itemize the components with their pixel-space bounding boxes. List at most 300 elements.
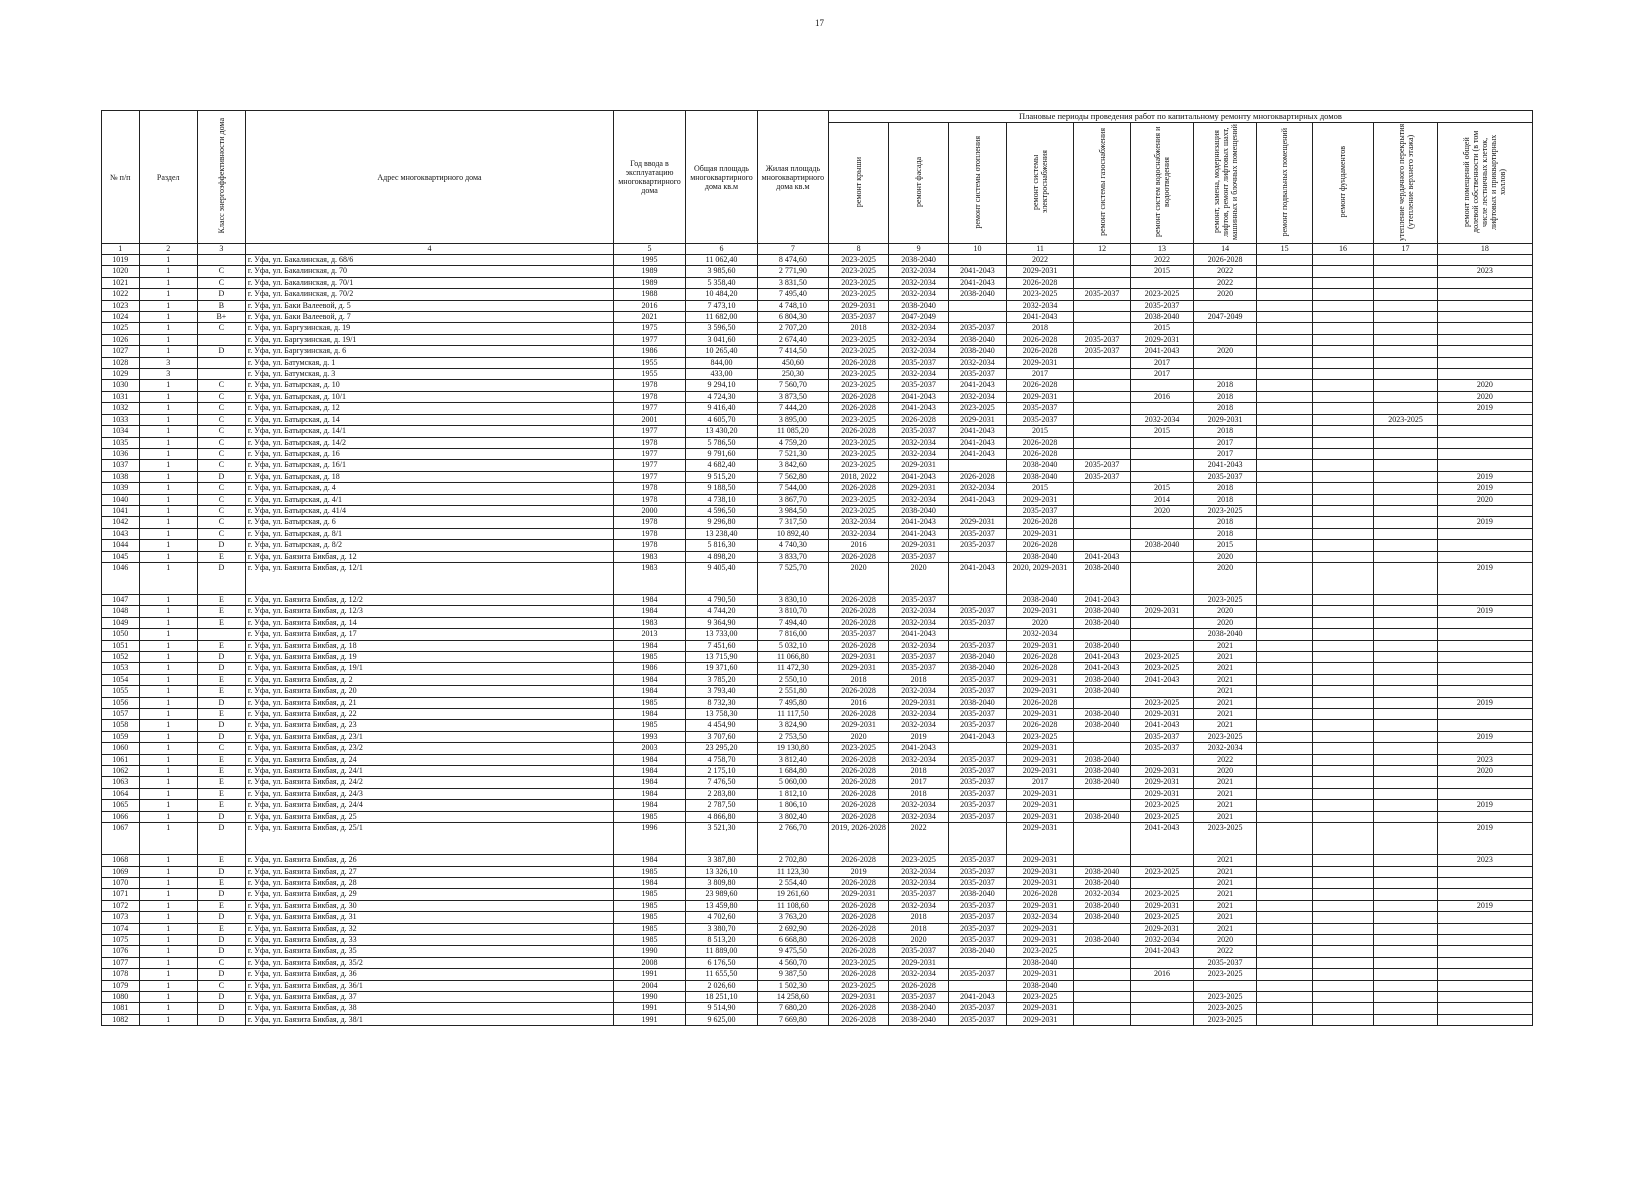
table-cell: D xyxy=(197,720,245,731)
table-cell xyxy=(1374,403,1438,414)
table-cell: 2029-2031 xyxy=(1007,900,1074,911)
table-cell: 2035-2037 xyxy=(948,866,1006,877)
table-cell: 1028 xyxy=(102,357,140,368)
table-cell: 2038-2040 xyxy=(1131,312,1194,323)
table-cell: 2023-2025 xyxy=(828,255,888,266)
table-cell: 1984 xyxy=(614,855,686,866)
table-cell xyxy=(1257,471,1312,482)
table-cell: 8 474,60 xyxy=(757,255,828,266)
table-cell: 3 xyxy=(139,369,197,380)
table-cell: E xyxy=(197,766,245,777)
table-row xyxy=(102,289,1533,300)
table-cell: B xyxy=(197,300,245,311)
table-cell: 1978 xyxy=(614,437,686,448)
table-cell: D xyxy=(197,697,245,708)
table-cell xyxy=(1374,743,1438,754)
table-cell xyxy=(1257,1003,1312,1014)
table-cell xyxy=(1073,980,1130,991)
table-cell xyxy=(1257,528,1312,539)
table-cell: 9 791,60 xyxy=(686,448,758,459)
table-cell: 2038-2040 xyxy=(948,334,1006,345)
table-cell xyxy=(1437,788,1532,799)
table-cell xyxy=(1374,255,1438,266)
table-cell: г. Уфа, ул. Батырская, д. 16 xyxy=(245,448,613,459)
table-cell: D xyxy=(197,991,245,1002)
table-cell xyxy=(1131,551,1194,562)
table-cell xyxy=(1257,460,1312,471)
table-cell: 2029-2031 xyxy=(828,889,888,900)
table-cell: 2023-2025 xyxy=(1007,991,1074,1002)
table-cell xyxy=(1257,754,1312,765)
table-cell: г. Уфа, ул. Баязита Бикбая, д. 24 xyxy=(245,754,613,765)
table-cell: 2029-2031 xyxy=(889,957,948,968)
table-cell: 7 560,70 xyxy=(757,380,828,391)
table-cell: 2020 xyxy=(1437,380,1532,391)
table-cell: 2020 xyxy=(1131,505,1194,516)
header-basement: ремонт подвальных помещений xyxy=(1257,123,1312,244)
table-cell xyxy=(1437,437,1532,448)
table-cell: 1034 xyxy=(102,426,140,437)
table-cell: 2041-2043 xyxy=(948,562,1006,594)
table-cell: 7 521,30 xyxy=(757,448,828,459)
table-cell xyxy=(1257,483,1312,494)
table-cell: 5 816,30 xyxy=(686,540,758,551)
table-cell: 2035-2037 xyxy=(948,811,1006,822)
table-cell xyxy=(1374,277,1438,288)
table-cell: 2026-2028 xyxy=(948,471,1006,482)
table-cell: г. Уфа, ул. Батырская, д. 4 xyxy=(245,483,613,494)
table-cell xyxy=(1257,323,1312,334)
table-cell: 2 674,40 xyxy=(757,334,828,345)
table-cell: 1993 xyxy=(614,731,686,742)
table-cell xyxy=(1437,528,1532,539)
table-row xyxy=(102,594,1533,605)
table-cell: 2029-2031 xyxy=(1007,1003,1074,1014)
table-row xyxy=(102,731,1533,742)
table-cell xyxy=(1312,823,1374,855)
table-cell xyxy=(1073,946,1130,957)
table-row xyxy=(102,606,1533,617)
table-cell: 9 296,80 xyxy=(686,517,758,528)
table-cell: 4 702,60 xyxy=(686,912,758,923)
table-cell: г. Уфа, ул. Баязита Бикбая, д. 19 xyxy=(245,652,613,663)
table-cell: 2035-2037 xyxy=(1193,957,1257,968)
header-facade: ремонт фасада xyxy=(889,123,948,244)
table-cell: 2032-2034 xyxy=(889,811,948,822)
table-cell: 1 xyxy=(139,551,197,562)
table-cell: 2022 xyxy=(1131,255,1194,266)
header-section: Раздел xyxy=(139,111,197,244)
table-row xyxy=(102,912,1533,923)
table-cell: 2021 xyxy=(1193,674,1257,685)
table-cell: г. Уфа, ул. Баязита Бикбая, д. 12/3 xyxy=(245,606,613,617)
table-cell: 1983 xyxy=(614,562,686,594)
table-cell: г. Уфа, ул. Баязита Бикбая, д. 32 xyxy=(245,923,613,934)
table-cell: D xyxy=(197,1014,245,1025)
table-cell: 2041-2043 xyxy=(1131,946,1194,957)
table-cell xyxy=(1257,594,1312,605)
table-cell: 19 371,60 xyxy=(686,663,758,674)
table-cell: 1075 xyxy=(102,934,140,945)
table-cell: 1977 xyxy=(614,426,686,437)
table-cell: 2029-2031 xyxy=(889,483,948,494)
table-cell: 2018, 2022 xyxy=(828,471,888,482)
table-cell: 1977 xyxy=(614,334,686,345)
column-number: 3 xyxy=(197,244,245,255)
table-cell: 2032-2034 xyxy=(948,357,1006,368)
table-cell: 1 xyxy=(139,255,197,266)
column-number: 14 xyxy=(1193,244,1257,255)
table-cell: 3 830,10 xyxy=(757,594,828,605)
table-cell: 7 444,20 xyxy=(757,403,828,414)
table-cell: 4 759,20 xyxy=(757,437,828,448)
table-cell: 9 625,00 xyxy=(686,1014,758,1025)
table-cell: D xyxy=(197,562,245,594)
table-cell: 3 387,80 xyxy=(686,855,758,866)
table-cell: 1985 xyxy=(614,811,686,822)
table-cell xyxy=(1073,448,1130,459)
table-cell xyxy=(1073,369,1130,380)
table-cell: 2029-2031 xyxy=(889,540,948,551)
table-cell xyxy=(1312,594,1374,605)
table-cell: 9 514,90 xyxy=(686,1003,758,1014)
table-cell xyxy=(1257,312,1312,323)
table-cell: 2018 xyxy=(889,766,948,777)
table-cell: 2023-2025 xyxy=(828,980,888,991)
table-cell: 1984 xyxy=(614,686,686,697)
table-cell: 13 326,10 xyxy=(686,866,758,877)
table-cell: 2032-2034 xyxy=(1193,743,1257,754)
table-cell xyxy=(1437,969,1532,980)
table-row xyxy=(102,991,1533,1002)
table-cell: 1035 xyxy=(102,437,140,448)
table-cell: 2035-2037 xyxy=(1073,334,1130,345)
table-cell: 2 787,50 xyxy=(686,800,758,811)
table-cell: 2018 xyxy=(1193,517,1257,528)
table-cell xyxy=(1374,652,1438,663)
table-row xyxy=(102,663,1533,674)
table-cell xyxy=(1073,528,1130,539)
table-cell xyxy=(197,357,245,368)
column-number: 18 xyxy=(1437,244,1532,255)
table-cell: 2021 xyxy=(1193,800,1257,811)
table-cell: 1984 xyxy=(614,754,686,765)
table-cell: 2029-2031 xyxy=(1007,923,1074,934)
table-cell xyxy=(1312,686,1374,697)
table-cell: 1991 xyxy=(614,969,686,980)
table-cell: 2026-2028 xyxy=(828,357,888,368)
table-cell xyxy=(1131,460,1194,471)
table-cell: 2032-2034 xyxy=(1007,300,1074,311)
table-cell xyxy=(1374,300,1438,311)
table-cell: 1 xyxy=(139,788,197,799)
table-cell: 2041-2043 xyxy=(1073,652,1130,663)
table-cell: 2026-2028 xyxy=(828,923,888,934)
table-cell xyxy=(1257,266,1312,277)
table-cell: C xyxy=(197,323,245,334)
header-living-area: Жилая площадь многоквартирного дома кв.м xyxy=(757,111,828,244)
table-cell: 2035-2037 xyxy=(889,357,948,368)
table-cell: 2038-2040 xyxy=(1073,606,1130,617)
table-cell xyxy=(1257,517,1312,528)
table-cell: 1026 xyxy=(102,334,140,345)
table-row xyxy=(102,674,1533,685)
table-cell xyxy=(1257,369,1312,380)
table-cell: 8 513,20 xyxy=(686,934,758,945)
table-cell: 2023-2025 xyxy=(1193,731,1257,742)
table-cell: D xyxy=(197,912,245,923)
table-cell: 1 xyxy=(139,289,197,300)
table-cell: 2018 xyxy=(1007,323,1074,334)
table-cell: 2008 xyxy=(614,957,686,968)
table-cell: 1048 xyxy=(102,606,140,617)
table-cell: 1 xyxy=(139,1014,197,1025)
table-cell xyxy=(1437,709,1532,720)
table-cell: 4 454,90 xyxy=(686,720,758,731)
table-cell: 2035-2037 xyxy=(948,912,1006,923)
table-cell: г. Уфа, ул. Батумская, д. 1 xyxy=(245,357,613,368)
table-cell: 2029-2031 xyxy=(828,720,888,731)
table-cell: 2035-2037 xyxy=(1131,743,1194,754)
table-cell: 3 763,20 xyxy=(757,912,828,923)
table-cell xyxy=(1437,357,1532,368)
table-cell xyxy=(1312,471,1374,482)
table-cell: 2029-2031 xyxy=(1007,934,1074,945)
table-cell: 1 xyxy=(139,900,197,911)
table-cell: 844,00 xyxy=(686,357,758,368)
table-cell: 2038-2040 xyxy=(1073,686,1130,697)
table-row xyxy=(102,617,1533,628)
table-cell: 1978 xyxy=(614,517,686,528)
table-row xyxy=(102,877,1533,888)
table-cell xyxy=(1374,674,1438,685)
table-cell: 1051 xyxy=(102,640,140,651)
table-cell: 2038-2040 xyxy=(1073,640,1130,651)
table-cell: 3 985,60 xyxy=(686,266,758,277)
table-cell: 2038-2040 xyxy=(1073,777,1130,788)
table-cell: 5 358,40 xyxy=(686,277,758,288)
table-cell: E xyxy=(197,640,245,651)
table-cell: 2032-2034 xyxy=(1073,889,1130,900)
table-cell: 1 xyxy=(139,674,197,685)
table-cell: 2018 xyxy=(889,788,948,799)
table-cell: 2023-2025 xyxy=(828,289,888,300)
table-cell xyxy=(1312,266,1374,277)
table-cell: 2038-2040 xyxy=(948,289,1006,300)
table-cell xyxy=(1374,686,1438,697)
table-cell: 1 xyxy=(139,460,197,471)
table-cell: 2029-2031 xyxy=(889,697,948,708)
table-cell xyxy=(1374,369,1438,380)
table-cell: 2021 xyxy=(1193,855,1257,866)
table-cell: 2017 xyxy=(1131,369,1194,380)
table-cell xyxy=(1073,697,1130,708)
table-cell xyxy=(1257,289,1312,300)
table-cell: 1985 xyxy=(614,889,686,900)
table-cell: 2020 xyxy=(1437,766,1532,777)
table-cell xyxy=(948,312,1006,323)
table-cell: 1052 xyxy=(102,652,140,663)
table-cell xyxy=(1312,494,1374,505)
table-cell: 2035-2037 xyxy=(1131,300,1194,311)
table-cell: 1 xyxy=(139,448,197,459)
table-cell xyxy=(1312,731,1374,742)
table-cell xyxy=(1437,866,1532,877)
table-cell: C xyxy=(197,460,245,471)
table-cell: 11 682,00 xyxy=(686,312,758,323)
table-cell: 9 405,40 xyxy=(686,562,758,594)
column-number: 9 xyxy=(889,244,948,255)
page-number: 17 xyxy=(815,18,824,28)
table-cell: 1081 xyxy=(102,1003,140,1014)
table-cell: 2035-2037 xyxy=(1073,289,1130,300)
table-cell: 2020 xyxy=(889,562,948,594)
table-cell: 2035-2037 xyxy=(1007,505,1074,516)
table-cell: 1984 xyxy=(614,594,686,605)
table-cell: 1049 xyxy=(102,617,140,628)
table-cell: 1977 xyxy=(614,448,686,459)
table-cell: 2021 xyxy=(1193,923,1257,934)
table-cell: 1053 xyxy=(102,663,140,674)
table-cell: 2017 xyxy=(1193,448,1257,459)
table-cell: 1057 xyxy=(102,709,140,720)
table-cell xyxy=(1437,629,1532,640)
table-cell: 7 816,00 xyxy=(757,629,828,640)
table-cell xyxy=(1257,391,1312,402)
table-cell: 2023-2025 xyxy=(828,494,888,505)
table-cell: 11 123,30 xyxy=(757,866,828,877)
table-cell: 1080 xyxy=(102,991,140,1002)
table-cell: E xyxy=(197,754,245,765)
table-cell: 250,30 xyxy=(757,369,828,380)
table-cell xyxy=(1374,540,1438,551)
table-cell: 2032-2034 xyxy=(948,391,1006,402)
table-row xyxy=(102,505,1533,516)
column-number: 13 xyxy=(1131,244,1194,255)
table-row xyxy=(102,980,1533,991)
table-cell xyxy=(1437,980,1532,991)
table-cell: 2023-2025 xyxy=(1131,697,1194,708)
table-cell: 4 560,70 xyxy=(757,957,828,968)
table-cell: C xyxy=(197,414,245,425)
table-cell xyxy=(1374,934,1438,945)
table-cell: 1033 xyxy=(102,414,140,425)
table-row xyxy=(102,629,1533,640)
table-cell: 2038-2040 xyxy=(1007,957,1074,968)
table-row xyxy=(102,277,1533,288)
table-cell: 2041-2043 xyxy=(889,528,948,539)
header-electric: ремонт системы электроснабжения xyxy=(1007,123,1074,244)
table-row xyxy=(102,346,1533,357)
table-cell: 1 xyxy=(139,323,197,334)
table-cell xyxy=(1312,437,1374,448)
table-cell xyxy=(1437,277,1532,288)
table-cell: 1978 xyxy=(614,540,686,551)
table-cell: 2022 xyxy=(1193,754,1257,765)
table-cell: 1071 xyxy=(102,889,140,900)
column-number: 16 xyxy=(1312,244,1374,255)
table-cell: 1 xyxy=(139,923,197,934)
table-cell: 2041-2043 xyxy=(948,448,1006,459)
table-cell: г. Уфа, ул. Батырская, д. 8/2 xyxy=(245,540,613,551)
table-cell: E xyxy=(197,594,245,605)
table-cell xyxy=(1437,414,1532,425)
table-cell: C xyxy=(197,517,245,528)
table-cell xyxy=(1073,391,1130,402)
table-cell xyxy=(1131,629,1194,640)
table-cell: 2029-2031 xyxy=(1007,528,1074,539)
table-cell: 2020 xyxy=(1007,617,1074,628)
table-cell: 3 984,50 xyxy=(757,505,828,516)
table-cell: г. Уфа, ул. Баязита Бикбая, д. 38 xyxy=(245,1003,613,1014)
table-cell: 2038-2040 xyxy=(889,1014,948,1025)
table-cell: E xyxy=(197,551,245,562)
table-cell: 1025 xyxy=(102,323,140,334)
table-cell: 2026-2028 xyxy=(1007,437,1074,448)
table-cell: 2026-2028 xyxy=(828,934,888,945)
table-cell: 1991 xyxy=(614,1003,686,1014)
table-cell xyxy=(1374,991,1438,1002)
table-cell xyxy=(1312,866,1374,877)
table-cell: 2022 xyxy=(1193,266,1257,277)
table-row xyxy=(102,800,1533,811)
table-cell: 2029-2031 xyxy=(1131,606,1194,617)
table-cell: 2029-2031 xyxy=(1007,823,1074,855)
table-cell xyxy=(1312,743,1374,754)
table-cell: 2038-2040 xyxy=(1073,811,1130,822)
table-cell: 1990 xyxy=(614,946,686,957)
table-row xyxy=(102,551,1533,562)
table-cell: 7 544,00 xyxy=(757,483,828,494)
table-cell: г. Уфа, ул. Баязита Бикбая, д. 23/2 xyxy=(245,743,613,754)
table-cell: 1036 xyxy=(102,448,140,459)
table-cell xyxy=(1312,369,1374,380)
table-cell: D xyxy=(197,823,245,855)
table-cell xyxy=(1374,923,1438,934)
table-cell xyxy=(1257,686,1312,697)
table-cell: 2035-2037 xyxy=(889,426,948,437)
table-cell: 2020 xyxy=(1193,606,1257,617)
table-cell: 1984 xyxy=(614,777,686,788)
table-cell xyxy=(1437,551,1532,562)
table-cell: 1 xyxy=(139,720,197,731)
table-cell: г. Уфа, ул. Баязита Бикбая, д. 29 xyxy=(245,889,613,900)
table-cell xyxy=(1312,800,1374,811)
table-cell xyxy=(1131,277,1194,288)
header-num: № п/п xyxy=(102,111,140,244)
table-cell: D xyxy=(197,969,245,980)
table-cell xyxy=(1073,731,1130,742)
table-cell: 1 xyxy=(139,889,197,900)
table-cell xyxy=(1374,754,1438,765)
table-cell: 2029-2031 xyxy=(1007,811,1074,822)
header-planned-periods: Плановые периоды проведения работ по капитальному ремонту многоквартирных домов xyxy=(828,111,1532,123)
table-cell xyxy=(1257,969,1312,980)
table-cell: г. Уфа, ул. Батырская, д. 10 xyxy=(245,380,613,391)
table-cell: 2041-2043 xyxy=(948,991,1006,1002)
table-cell xyxy=(1312,403,1374,414)
table-cell: 2026-2028 xyxy=(828,1014,888,1025)
table-cell: 2035-2037 xyxy=(828,629,888,640)
table-cell xyxy=(1437,720,1532,731)
table-cell: 2026-2028 xyxy=(828,754,888,765)
table-cell xyxy=(1312,255,1374,266)
table-cell: 1 xyxy=(139,652,197,663)
table-cell xyxy=(1312,346,1374,357)
table-cell: 2035-2037 xyxy=(1073,346,1130,357)
table-cell: 2029-2031 xyxy=(1007,640,1074,651)
table-cell xyxy=(1374,562,1438,594)
